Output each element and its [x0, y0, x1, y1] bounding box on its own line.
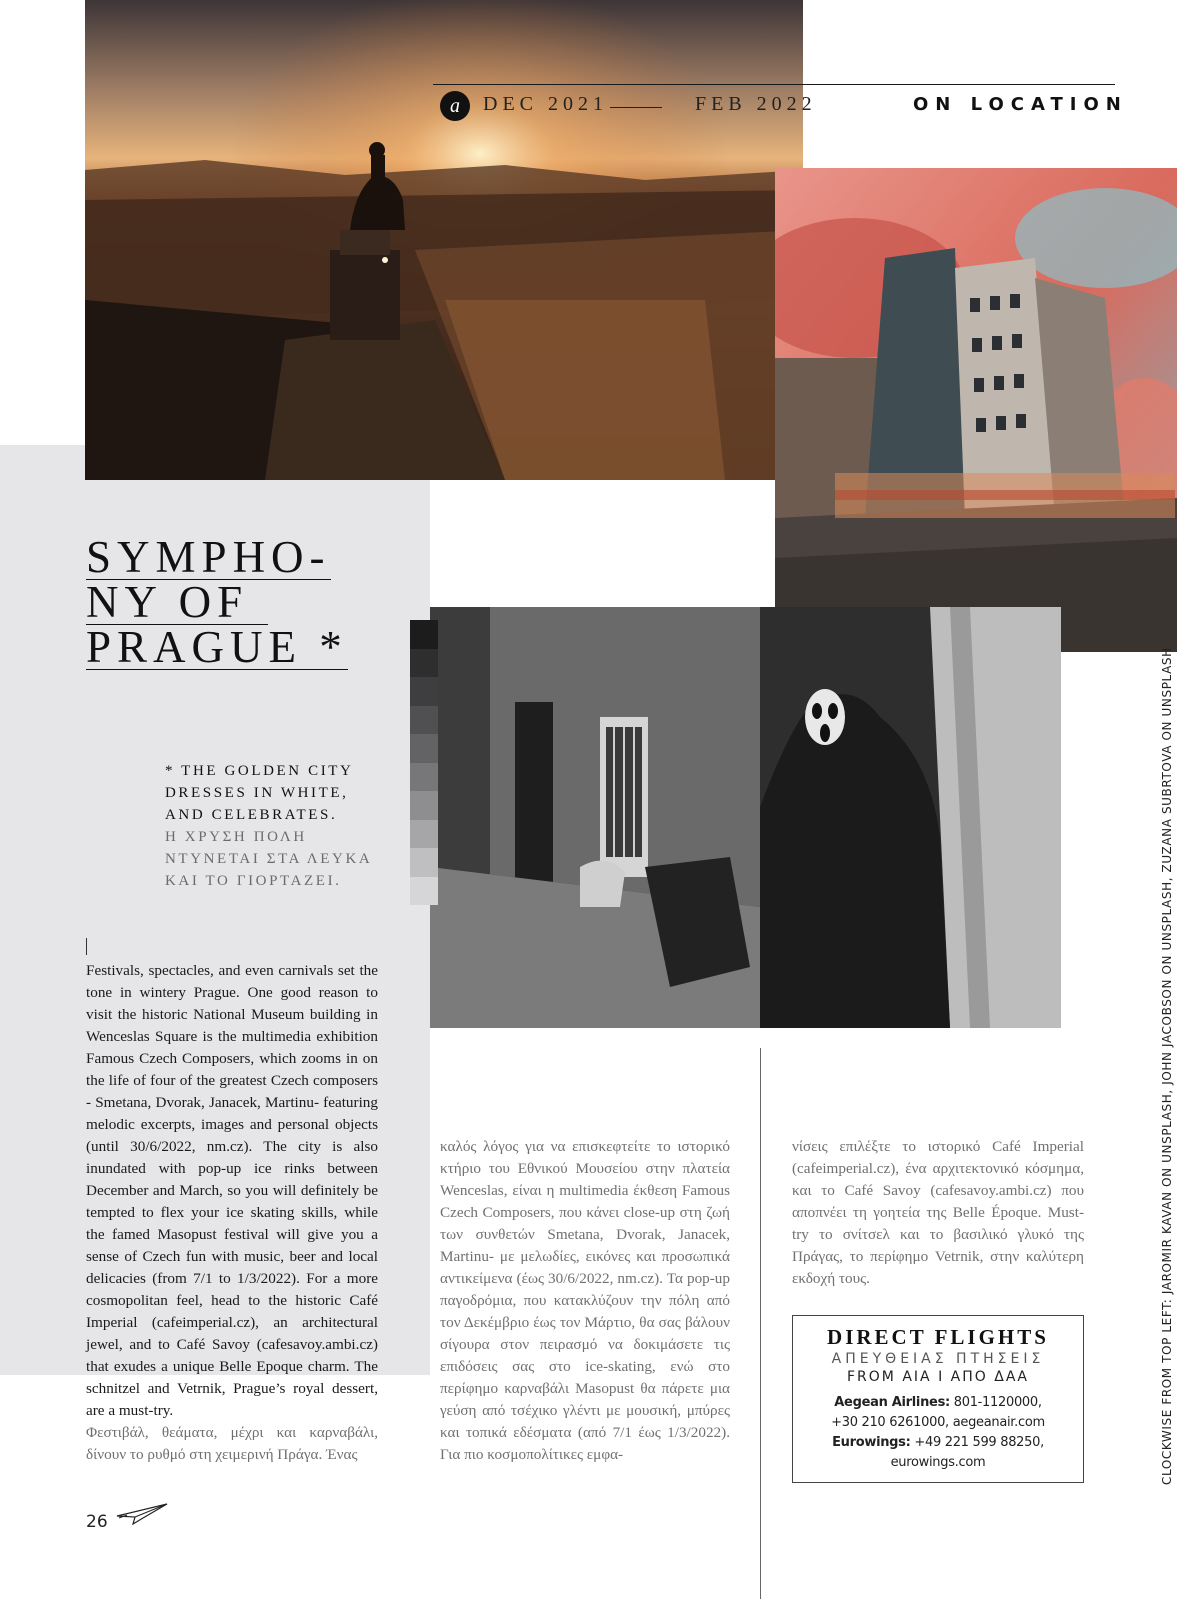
- flights-from: [793, 1369, 1083, 1385]
- body-greek-start: Φεστιβάλ, θεάματα, μέχρι και καρναβάλι, δίνουν το ρυθμό στη χειμερινή Πράγα. Ένας: [86, 1424, 378, 1463]
- eurowings-phone: +49 221 599 88250,: [914, 1435, 1044, 1450]
- aegean-phone: 801-1120000,: [953, 1395, 1042, 1410]
- issue-date-end: FEB 2022: [695, 93, 817, 115]
- section-label: ON LOCATION: [913, 94, 1128, 115]
- aegean-line-1: [793, 1393, 1083, 1413]
- text-start-marker: [86, 938, 87, 955]
- subtitle-en-line: * THE GOLDEN CITY: [165, 763, 354, 779]
- title-line-1: SYMPHO-: [86, 532, 331, 582]
- flights-title-greek: ΑΠΕΥΘΕΙΑΣ ΠΤΗΣΕΙΣ: [831, 1351, 1045, 1367]
- subtitle-greek: [165, 826, 425, 892]
- top-photo-equestrian-statue: [85, 0, 803, 480]
- subtitle-english: [165, 760, 425, 826]
- body-column-1: [86, 960, 378, 1466]
- body-english: Festivals, spectacles, and even carnivals set the tone in wintery Prague. One good reason to visit the historic National Museum building in Wenceslas Square is the multimedia exhibition Famous Czech Composers, which zooms in on the life of four of the greatest Czech composers - Smetana, Dvorak, Janacek, Martinu- featuring melodic excerpts, images and personal objects (until 30/6/2022, nm.cz). The city is also inundated with pop-up ice rinks between December and March, so you will definitely be tempted to flex your ice skating skills, while the famed Masopust festival will give you a sense of Czech fun with music, beer and local delicacies (from 7/1 to 1/3/2022). For a more cosmopolitan feel, head to the historic Café Imperial (cafeimperial.cz), an architectural jewel, and to Café Savoy (cafesavoy.ambi.cz) that exudes a unique Belle Epoque charm. The schnitzel and Vetrnik, Prague’s royal dessert, are a must-try.: [86, 962, 378, 1419]
- subtitle-gr-line: ΝΤΥΝΕΤΑΙ ΣΤΑ ΛΕΥΚΑ: [165, 851, 373, 867]
- eurowings-line-1: [793, 1433, 1083, 1453]
- subtitle-en-line: AND CELEBRATES.: [165, 807, 338, 823]
- subtitle-en-line: DRESSES IN WHITE,: [165, 785, 349, 801]
- aegean-label: Aegean Airlines:: [834, 1395, 950, 1410]
- flights-from-en: FROM AIA: [847, 1369, 932, 1385]
- flights-title: DIRECT FLIGHTS: [827, 1325, 1049, 1349]
- photo-credits: CLOCKWISE FROM TOP LEFT: JAROMIR KAVAN ON UNSPLASH, JOHN JACOBSON ON UNSPLASH, ZUZANA SUBRTOVA ON UNSPLASH: [1160, 647, 1174, 1485]
- subtitle-gr-line: ΚΑΙ ΤΟ ΓΙΟΡΤΑΖΕΙ.: [165, 873, 342, 889]
- eurowings-site: eurowings.com: [890, 1455, 986, 1470]
- flights-from-separator: I: [938, 1369, 945, 1385]
- aegean-line-2: +30 210 6261000, aegeanair.com: [831, 1415, 1045, 1430]
- page-number: 26: [86, 1512, 108, 1532]
- flights-from-gr: ΑΠΟ ΔΑΑ: [950, 1369, 1029, 1385]
- body-column-2: [440, 1136, 730, 1466]
- right-photo-dancing-house: [775, 168, 1177, 652]
- column-divider: [760, 1048, 761, 1599]
- airplane-icon: [113, 1502, 171, 1526]
- flights-contacts: [793, 1393, 1083, 1473]
- body-greek-col2: καλός λόγος για να επισκεφτείτε το ιστορικό κτήριο του Εθνικού Μουσείου στην πλατεία Wenceslas, είναι η multimedia έκθεση Famous Czech Composers, που κάνει close-up στη ζωή των συνθετών Smetana, Dvorak, Janacek, Martinu- με μελωδίες, εικόνες και προσωπικά αντικείμενα (έως 30/6/2022, nm.cz). Τα pop-up παγοδρόμια, που κατακλύζουν την πόλη από τον Δεκέμβριο έως τον Μάρτιο, θα σας βάλουν σίγουρα στον πειρασμό να δοκιμάσετε τις επιδόσεις σας στο ice-skating, ενώ στο περίφημο καρναβάλι Masopust θα πάρετε μια γεύση από τσέχικο γλέντι με μουσική, μπύρες και τοπικά εδέσματα (από 7/1 έως 1/3/2022). Για πιο κοσμοπολίτικες εμφα-: [440, 1138, 730, 1463]
- issue-date-start: DEC 2021: [483, 93, 608, 115]
- eurowings-label: Eurowings:: [832, 1435, 911, 1450]
- center-photo-masked-figure: [430, 607, 1061, 1028]
- article-title: [86, 532, 348, 672]
- body-greek-col3: νίσεις επιλέξτε το ιστορικό Café Imperial (cafeimperial.cz), ένα αρχιτεκτονικό κόσμημα, και το Café Savoy (cafesavoy.ambi.cz) που αποπνέει τη γοητεία της Belle Époque. Must-try το σνίτσελ και το βασιλικό γλυκό της Πράγας, το περίφημο Vetrnik, στην καλύτερη εκδοχή τους.: [792, 1138, 1084, 1287]
- date-dash: [610, 107, 662, 108]
- magazine-logo-icon: a: [440, 91, 470, 121]
- title-line-2: NY OF: [86, 580, 268, 625]
- direct-flights-box: [792, 1315, 1084, 1483]
- subtitle-gr-line: Η ΧΡΥΣΗ ΠΟΛΗ: [165, 829, 307, 845]
- body-column-3: [792, 1136, 1084, 1290]
- header-rule: [433, 84, 1115, 85]
- title-line-3: PRAGUE *: [86, 622, 348, 672]
